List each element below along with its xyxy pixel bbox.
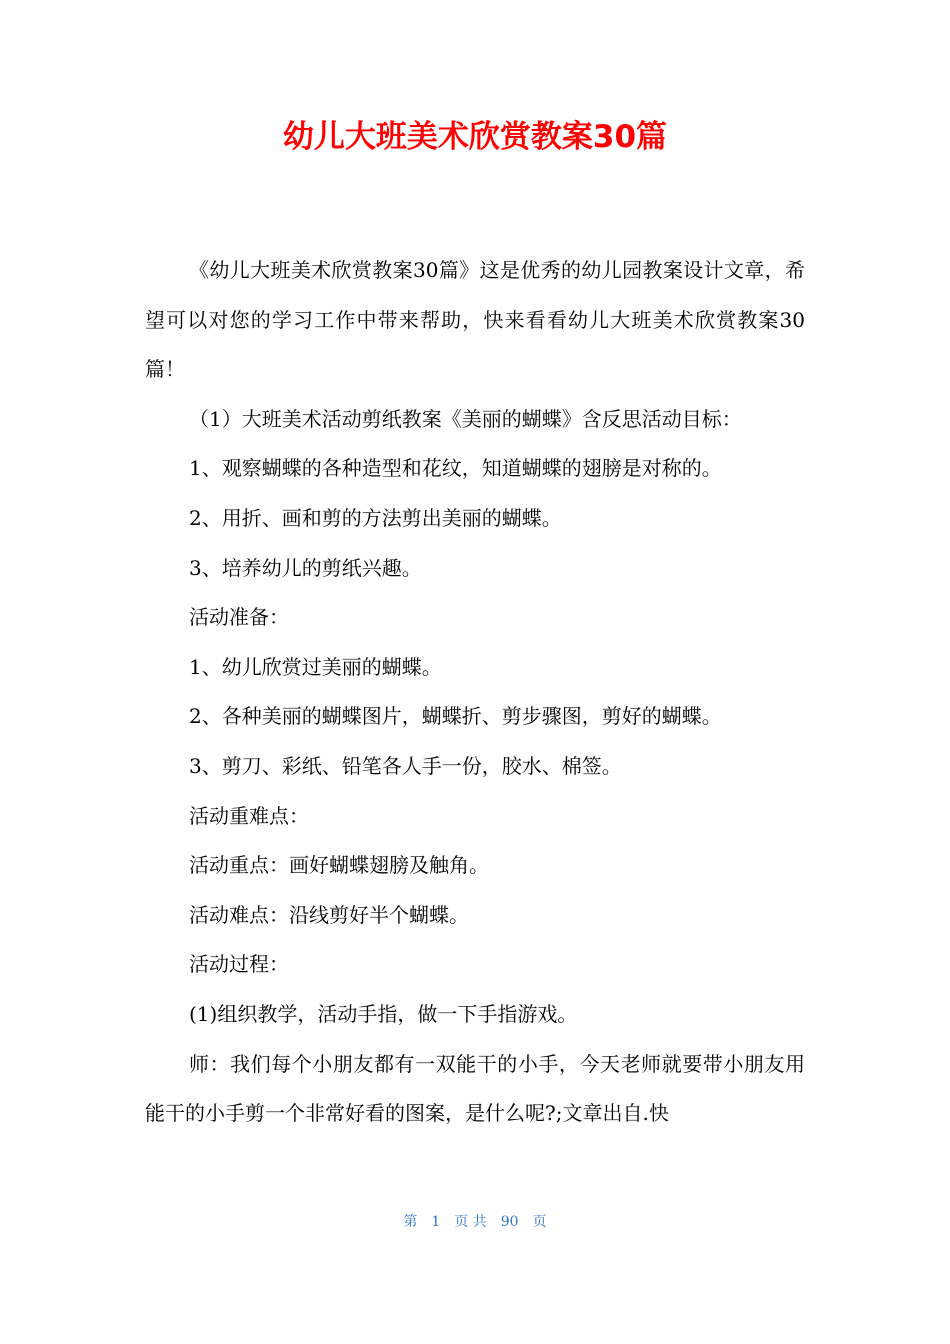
intro-paragraph: 《幼儿大班美术欣赏教案30篇》这是优秀的幼儿园教案设计文章，希望可以对您的学习工作中带来帮助，快来看看幼儿大班美术欣赏教案30篇！	[145, 258, 805, 382]
document-body	[145, 246, 805, 1139]
preparation-item: 3、剪刀、彩纸、铅笔各人手一份，胶水、棉签。	[189, 753, 622, 778]
preparation-item: 1、幼儿欣赏过美丽的蝴蝶。	[189, 654, 442, 679]
teacher-dialogue: 师：我们每个小朋友都有一双能干的小手，今天老师就要带小朋友用能干的小手剪一个非常好看的图案，是什么呢?;文章出自.快	[145, 1051, 805, 1126]
section-heading: （1）大班美术活动剪纸教案《美丽的蝴蝶》含反思活动目标：	[189, 406, 742, 431]
key-point-item: 活动重点：画好蝴蝶翅膀及触角。	[189, 853, 489, 878]
process-heading: 活动过程：	[189, 952, 289, 977]
key-points-heading: 活动重难点：	[189, 803, 309, 828]
objective-item: 2、用折、画和剪的方法剪出美丽的蝴蝶。	[189, 505, 562, 530]
document-title: 幼儿大班美术欣赏教案30篇	[282, 119, 668, 155]
objective-item: 3、培养幼儿的剪纸兴趣。	[189, 555, 422, 580]
page-footer: 第 1 页 共 90 页	[403, 1214, 547, 1230]
objective-item: 1、观察蝴蝶的各种造型和花纹，知道蝴蝶的翅膀是对称的。	[189, 456, 722, 481]
difficulty-item: 活动难点：沿线剪好半个蝴蝶。	[189, 902, 469, 927]
process-step: (1)组织教学，活动手指，做一下手指游戏。	[189, 1001, 578, 1026]
preparation-item: 2、各种美丽的蝴蝶图片，蝴蝶折、剪步骤图，剪好的蝴蝶。	[189, 704, 722, 729]
preparation-heading: 活动准备：	[189, 605, 289, 630]
